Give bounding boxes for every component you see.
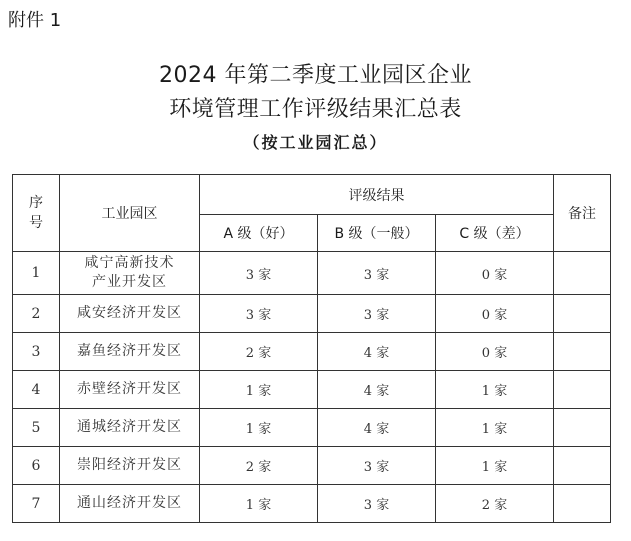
cell-park: 通城经济开发区 <box>60 409 200 447</box>
table-row <box>13 295 611 333</box>
header-park: 工业园区 <box>60 175 200 252</box>
cell-grade-c: 1 家 <box>436 371 554 409</box>
header-rating-results: 评级结果 <box>200 175 554 215</box>
cell-seq: 6 <box>13 447 60 485</box>
cell-grade-c: 0 家 <box>436 252 554 295</box>
cell-remarks <box>554 333 611 371</box>
header-remarks: 备注 <box>554 175 611 252</box>
cell-grade-c: 0 家 <box>436 333 554 371</box>
document-title-line-2: 环境管理工作评级结果汇总表 <box>169 97 462 122</box>
cell-park: 嘉鱼经济开发区 <box>60 333 200 371</box>
cell-remarks <box>554 409 611 447</box>
table-row <box>13 485 611 523</box>
cell-seq: 1 <box>13 252 60 295</box>
cell-remarks <box>554 295 611 333</box>
cell-seq: 5 <box>13 409 60 447</box>
cell-grade-a: 3 家 <box>200 252 318 295</box>
table-row <box>13 252 611 295</box>
header-grade-a: A 级（好） <box>200 215 318 252</box>
cell-grade-a: 3 家 <box>200 295 318 333</box>
cell-grade-c: 0 家 <box>436 295 554 333</box>
cell-seq: 2 <box>13 295 60 333</box>
cell-seq: 7 <box>13 485 60 523</box>
cell-remarks <box>554 447 611 485</box>
cell-grade-c: 1 家 <box>436 447 554 485</box>
cell-grade-a: 2 家 <box>200 333 318 371</box>
cell-park: 崇阳经济开发区 <box>60 447 200 485</box>
cell-seq: 3 <box>13 333 60 371</box>
table-row <box>13 371 611 409</box>
cell-grade-b: 4 家 <box>318 333 436 371</box>
header-grade-b: B 级（一般） <box>318 215 436 252</box>
cell-park: 赤壁经济开发区 <box>60 371 200 409</box>
cell-grade-c: 2 家 <box>436 485 554 523</box>
document-subtitle: （按工业园汇总） <box>243 133 388 152</box>
cell-park: 通山经济开发区 <box>60 485 200 523</box>
rating-summary-table <box>12 174 611 523</box>
cell-remarks <box>554 252 611 295</box>
cell-park: 咸宁高新技术产业开发区 <box>60 252 200 295</box>
cell-seq: 4 <box>13 371 60 409</box>
cell-grade-c: 1 家 <box>436 409 554 447</box>
header-grade-c: C 级（差） <box>436 215 554 252</box>
cell-grade-a: 1 家 <box>200 409 318 447</box>
cell-park: 咸安经济开发区 <box>60 295 200 333</box>
document-title-line-1: 2024 年第二季度工业园区企业 <box>159 63 472 88</box>
cell-grade-a: 1 家 <box>200 371 318 409</box>
cell-remarks <box>554 485 611 523</box>
table-header-row <box>13 175 611 215</box>
cell-grade-a: 1 家 <box>200 485 318 523</box>
cell-grade-b: 4 家 <box>318 371 436 409</box>
cell-grade-b: 3 家 <box>318 252 436 295</box>
cell-grade-b: 3 家 <box>318 447 436 485</box>
table-row <box>13 447 611 485</box>
cell-remarks <box>554 371 611 409</box>
cell-grade-b: 4 家 <box>318 409 436 447</box>
cell-grade-b: 3 家 <box>318 295 436 333</box>
cell-grade-b: 3 家 <box>318 485 436 523</box>
table-row <box>13 333 611 371</box>
attachment-label: 附件 1 <box>8 10 62 31</box>
cell-grade-a: 2 家 <box>200 447 318 485</box>
table-row <box>13 409 611 447</box>
header-seq: 序号 <box>13 175 60 252</box>
